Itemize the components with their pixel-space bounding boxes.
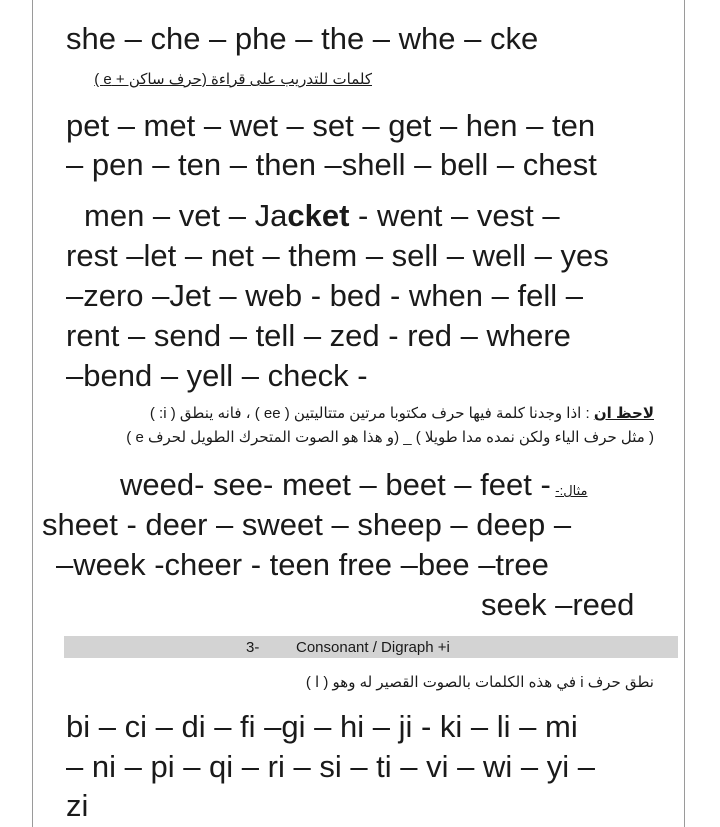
- note-text-1: : اذا وجدنا كلمة فيها حرف مكتوبا مرتين متتاليتين ( ee ) ، فانه ينطق ( i: ): [149, 405, 590, 422]
- section-heading-bar: [64, 636, 678, 658]
- word-line-4: [84, 200, 560, 231]
- note-line-1: [150, 406, 654, 421]
- word-line-8: –bend – yell – check -: [66, 358, 368, 393]
- word-line-13: bi – ci – di – fi –gi – hi – ji - ki – li – mi: [66, 709, 578, 744]
- word-line-3: – pen – ten – then –shell – bell – chest: [66, 147, 597, 182]
- section-number: 3-: [246, 639, 260, 656]
- section-title: Consonant / Digraph +i: [296, 639, 450, 656]
- note-label: لاحظ ان: [593, 405, 654, 422]
- word-line-2: pet – met – wet – set – get – hen – ten: [66, 108, 596, 143]
- word-line-5: rest –let – net – them – sell – well – yes: [66, 238, 609, 273]
- word-line-9-words: weed- see- meet – beet – feet -: [120, 467, 551, 502]
- arabic-i-instruction: نطق حرف i في هذه الكلمات بالصوت القصير له وهو ( ا ): [305, 674, 654, 691]
- example-label: مثال:-: [555, 483, 588, 498]
- note-line-2: ( مثل حرف الياء ولكن نمده مدا طويلا ) _ (و هذا هو الصوت المتحرك الطويل لحرف e ): [126, 429, 654, 446]
- word-line-10: sheet - deer – sweet – sheep – deep –: [42, 507, 572, 542]
- word-line-11: –week -cheer - teen free –bee –tree: [56, 547, 549, 582]
- word-line-4-part-c: - went – vest –: [349, 198, 560, 233]
- word-line-4-part-a: men – vet – Ja: [84, 198, 288, 233]
- word-line-6: –zero –Jet – web - bed - when – fell –: [66, 278, 583, 313]
- word-line-9: [120, 469, 587, 500]
- arabic-practice-heading: كلمات للتدريب على قراءة (حرف ساكن + e ): [94, 71, 372, 88]
- word-line-7: rent – send – tell – zed - red – where: [66, 318, 571, 353]
- word-line-15: zi: [66, 788, 89, 823]
- word-line-14: – ni – pi – qi – ri – si – ti – vi – wi – yi –: [66, 749, 595, 784]
- word-line-4-bold: cket: [287, 198, 350, 233]
- word-line-1: she – che – phe – the – whe – cke: [66, 21, 539, 56]
- word-line-12: seek –reed: [481, 587, 635, 622]
